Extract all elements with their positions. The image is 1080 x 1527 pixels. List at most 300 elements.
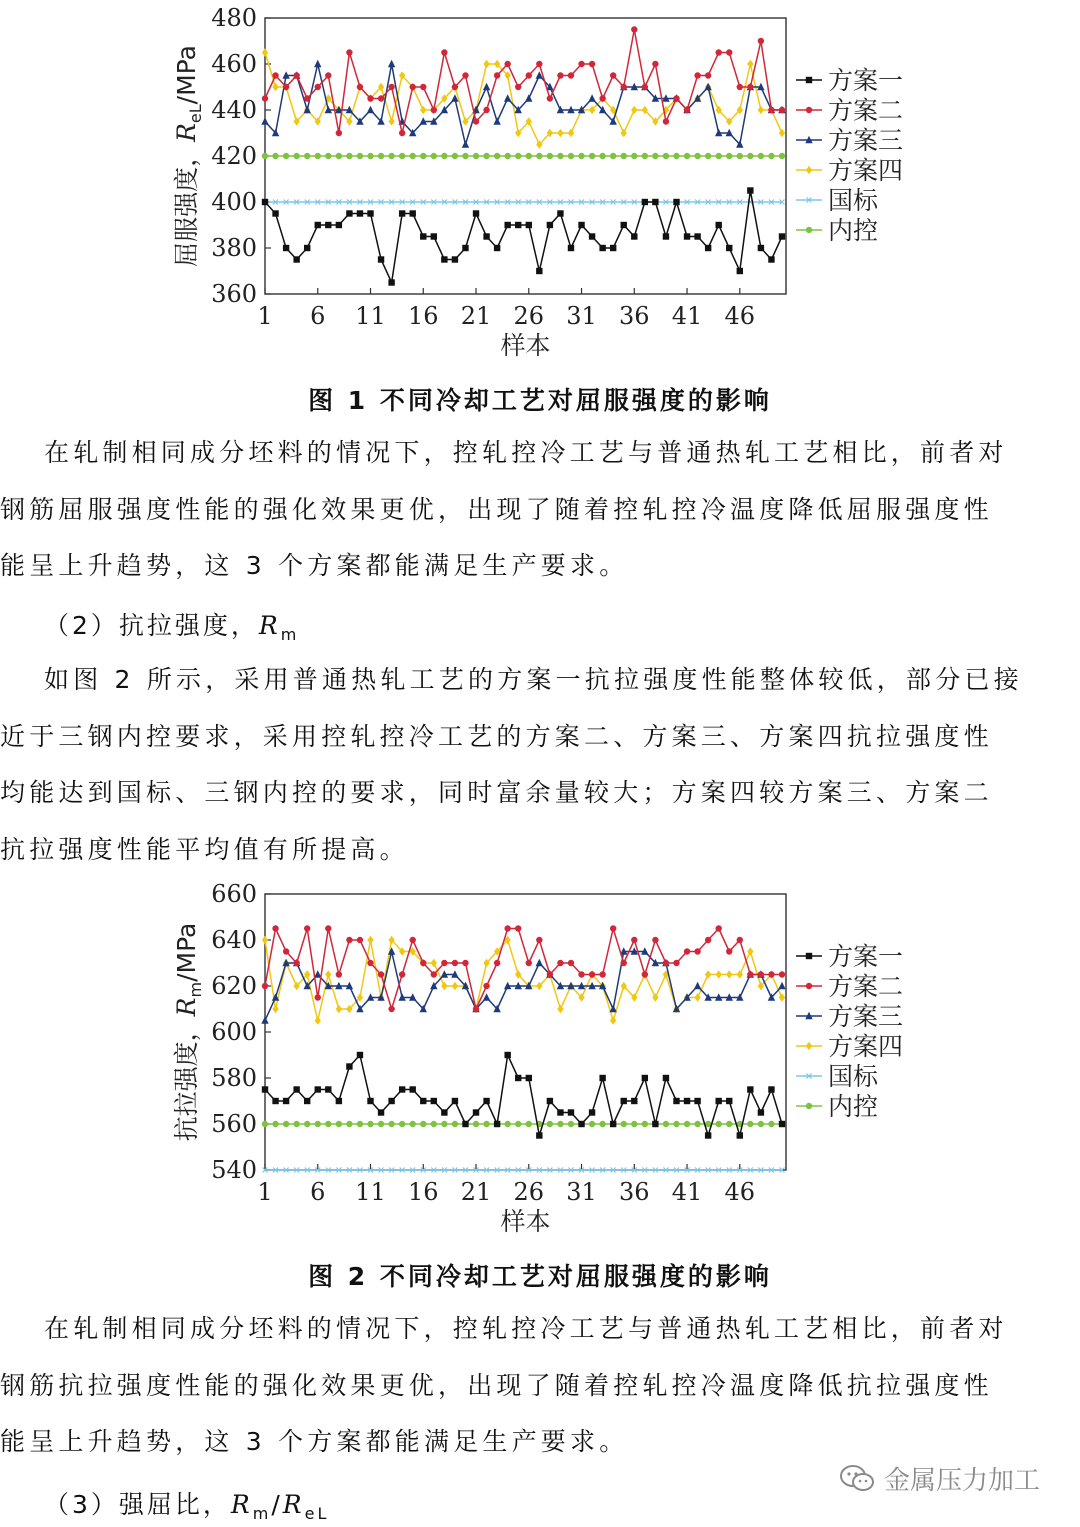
- data-point: [747, 1086, 753, 1092]
- data-point: [315, 153, 321, 159]
- data-point: [652, 993, 658, 1001]
- data-point: [293, 1086, 299, 1092]
- data-point: [378, 95, 384, 101]
- data-point: [610, 245, 616, 251]
- data-point: [431, 971, 437, 977]
- data-point: [557, 72, 563, 78]
- data-point: [557, 210, 563, 216]
- series-方案二: [262, 26, 785, 136]
- data-point: [610, 1016, 616, 1024]
- data-point: [283, 153, 289, 159]
- data-point: [504, 61, 510, 67]
- data-point: [589, 1121, 595, 1127]
- tensile-strength-chart: [0, 876, 1080, 1246]
- data-point: [473, 118, 479, 124]
- data-point: [779, 153, 785, 159]
- data-point: [758, 1121, 764, 1127]
- data-point: [694, 1121, 700, 1127]
- data-point: [599, 1121, 605, 1127]
- data-point: [483, 60, 489, 68]
- paragraph-2-line: 抗拉强度性能平均值有所提高。: [0, 834, 409, 864]
- data-point: [684, 1121, 690, 1127]
- watermark-text: 金属压力加工: [884, 1466, 1041, 1496]
- data-point: [705, 1132, 711, 1138]
- data-point: [283, 948, 289, 954]
- y-tick-label: 380: [211, 234, 257, 262]
- data-point: [336, 153, 342, 159]
- legend-label: 方案一: [828, 942, 904, 971]
- data-point: [652, 1121, 658, 1127]
- data-point: [747, 187, 753, 193]
- data-point: [336, 1121, 342, 1127]
- data-point: [737, 937, 743, 943]
- data-point: [758, 971, 764, 977]
- data-point: [283, 1098, 289, 1104]
- watermark: [838, 1460, 1040, 1497]
- data-point: [715, 970, 721, 978]
- data-point: [261, 1016, 268, 1023]
- data-point: [378, 1121, 384, 1127]
- data-point: [346, 937, 352, 943]
- data-point: [388, 1121, 394, 1127]
- data-point: [378, 153, 384, 159]
- data-point: [652, 153, 658, 159]
- data-point: [283, 1121, 289, 1127]
- data-point: [357, 1121, 363, 1127]
- data-point: [304, 1121, 310, 1127]
- data-point: [483, 1121, 489, 1127]
- data-point: [631, 233, 637, 239]
- data-point: [684, 1098, 690, 1104]
- y-tick-label: 620: [211, 972, 257, 1000]
- data-point: [494, 153, 500, 159]
- paragraph-1-line: 钢筋屈服强度性能的强化效果更优，出现了随着控轧控冷温度降低屈服强度性: [0, 494, 993, 524]
- data-point: [768, 107, 774, 113]
- data-point: [325, 970, 331, 978]
- data-point: [779, 233, 785, 239]
- data-point: [663, 118, 669, 124]
- data-point: [526, 222, 532, 228]
- legend-label: 方案三: [828, 126, 904, 155]
- data-point: [768, 1121, 774, 1127]
- paragraph-3-line: 能呈上升趋势，这 3 个方案都能满足生产要求。: [0, 1427, 629, 1456]
- data-point: [578, 1121, 584, 1127]
- data-point: [431, 153, 437, 159]
- legend-label: 方案二: [828, 96, 904, 125]
- legend-item: [796, 1092, 878, 1121]
- paragraph-1-line: 能呈上升趋势，这 3 个方案都能满足生产要求。: [0, 551, 629, 580]
- data-point: [599, 95, 605, 101]
- y-tick-label: 400: [211, 188, 257, 216]
- data-point: [779, 129, 785, 137]
- legend-item: [796, 156, 903, 185]
- data-point: [652, 61, 658, 67]
- data-point: [526, 153, 532, 159]
- series-国标: [263, 200, 785, 205]
- legend-marker: [806, 77, 812, 83]
- data-point: [272, 925, 278, 931]
- data-point: [621, 222, 627, 228]
- data-point: [462, 960, 468, 966]
- y-tick-label: 560: [211, 1110, 257, 1138]
- x-axis-label: 样本: [500, 331, 551, 360]
- y-tick-label: 480: [211, 4, 257, 32]
- data-point: [589, 61, 595, 67]
- data-point: [642, 153, 648, 159]
- data-point: [673, 95, 679, 101]
- y-axis-label: 抗拉强度，$R_m$/MPa: [172, 922, 205, 1142]
- data-point: [610, 1121, 616, 1127]
- x-tick-label: 6: [310, 302, 326, 330]
- data-point: [346, 210, 352, 216]
- data-point: [452, 960, 458, 966]
- data-point: [420, 233, 426, 239]
- x-axis-label: 样本: [500, 1207, 551, 1236]
- data-point: [694, 233, 700, 239]
- series-内控: [262, 153, 785, 159]
- data-point: [599, 153, 605, 159]
- data-point: [483, 993, 490, 1000]
- data-point: [346, 1121, 352, 1127]
- data-point: [737, 153, 743, 159]
- data-point: [388, 117, 394, 125]
- series-国标: [263, 1168, 785, 1173]
- data-point: [357, 210, 363, 216]
- x-tick-label: 21: [460, 302, 492, 330]
- data-point: [715, 222, 721, 228]
- figure1-chart: [0, 0, 1080, 370]
- data-point: [578, 61, 584, 67]
- data-point: [357, 1052, 363, 1058]
- x-tick-label: 11: [355, 1178, 386, 1206]
- x-tick-label: 1: [257, 302, 273, 330]
- data-point: [325, 1121, 331, 1127]
- data-point: [431, 1121, 437, 1127]
- data-point: [568, 153, 574, 159]
- data-point: [758, 38, 764, 44]
- data-point: [367, 106, 374, 113]
- data-point: [431, 107, 437, 113]
- data-point: [483, 83, 490, 90]
- y-tick-label: 580: [211, 1064, 257, 1092]
- data-point: [621, 960, 627, 966]
- data-point: [694, 72, 700, 78]
- data-point: [536, 959, 543, 966]
- data-point: [631, 937, 637, 943]
- data-point: [441, 256, 447, 262]
- data-point: [504, 153, 510, 159]
- data-point: [715, 925, 721, 931]
- data-point: [589, 1109, 595, 1115]
- y-tick-label: 640: [211, 926, 257, 954]
- data-point: [367, 95, 373, 101]
- legend-label: 方案一: [828, 66, 904, 95]
- data-point: [515, 1121, 521, 1127]
- legend-marker: [806, 166, 812, 174]
- x-tick-label: 46: [724, 302, 756, 330]
- data-point: [441, 1121, 447, 1127]
- data-point: [304, 95, 310, 101]
- data-point: [272, 210, 278, 216]
- data-point: [367, 1098, 373, 1104]
- x-tick-label: 41: [671, 302, 703, 330]
- data-point: [431, 1098, 437, 1104]
- data-point: [452, 84, 458, 90]
- data-point: [747, 947, 753, 955]
- data-point: [631, 106, 637, 114]
- data-point: [779, 993, 785, 1001]
- data-point: [705, 153, 711, 159]
- data-point: [642, 1121, 648, 1127]
- data-point: [452, 1121, 458, 1127]
- data-point: [261, 117, 268, 124]
- legend-marker: [806, 983, 812, 989]
- data-point: [631, 1098, 637, 1104]
- data-point: [483, 1098, 489, 1104]
- series-方案四: [262, 936, 785, 1025]
- data-point: [578, 971, 584, 977]
- legend-label: 方案二: [828, 972, 904, 1001]
- figure1-caption: 图 1 不同冷却工艺对屈服强度的影响: [308, 386, 772, 415]
- data-point: [694, 1098, 700, 1104]
- data-point: [452, 1098, 458, 1104]
- data-point: [610, 72, 616, 78]
- data-point: [694, 948, 700, 954]
- data-point: [262, 1086, 268, 1092]
- paragraph-2-line: 近于三钢内控要求，采用控轧控冷工艺的方案二、方案三、方案四抗拉强度性: [0, 721, 993, 751]
- data-point: [473, 210, 479, 216]
- data-point: [431, 233, 437, 239]
- data-point: [568, 960, 574, 966]
- x-tick-label: 21: [460, 1178, 492, 1206]
- data-point: [747, 60, 753, 68]
- wechat-icon: [838, 1463, 876, 1495]
- data-point: [346, 153, 352, 159]
- data-point: [494, 960, 500, 966]
- legend-item: [796, 1032, 903, 1061]
- data-point: [452, 982, 458, 990]
- data-point: [420, 1121, 426, 1127]
- data-point: [705, 970, 711, 978]
- data-point: [694, 982, 701, 989]
- legend-item: [796, 216, 878, 245]
- data-point: [747, 84, 753, 90]
- data-point: [663, 1075, 669, 1081]
- legend-label: 方案三: [828, 1002, 904, 1031]
- data-point: [515, 84, 521, 90]
- data-point: [293, 1121, 299, 1127]
- data-point: [726, 49, 732, 55]
- data-point: [483, 107, 489, 113]
- data-point: [325, 222, 331, 228]
- data-point: [663, 960, 669, 966]
- data-point: [705, 72, 711, 78]
- series-方案三: [261, 947, 785, 1023]
- data-point: [526, 1075, 532, 1081]
- series-line: [265, 191, 782, 283]
- data-point: [779, 1121, 785, 1127]
- legend-item: [796, 1062, 879, 1091]
- legend-marker: [806, 1103, 812, 1109]
- data-point: [536, 1132, 542, 1138]
- data-point: [737, 268, 743, 274]
- data-point: [715, 1121, 721, 1127]
- data-point: [758, 245, 764, 251]
- x-tick-label: 16: [407, 1178, 439, 1206]
- data-point: [536, 937, 542, 943]
- data-point: [452, 153, 458, 159]
- x-tick-label: 36: [619, 302, 650, 330]
- data-point: [315, 994, 321, 1000]
- x-tick-label: 41: [671, 1178, 703, 1206]
- data-point: [758, 1109, 764, 1115]
- data-point: [336, 971, 342, 977]
- data-point: [778, 982, 785, 989]
- yield-strength-chart: [0, 0, 1080, 370]
- data-point: [441, 1109, 447, 1115]
- x-tick-label: 36: [619, 1178, 650, 1206]
- data-point: [684, 948, 690, 954]
- data-point: [325, 925, 331, 931]
- data-point: [599, 245, 605, 251]
- data-point: [547, 95, 553, 101]
- paragraph-2: [0, 652, 1080, 878]
- data-point: [779, 971, 785, 977]
- paragraph-1-line: 在轧制相同成分坯料的情况下，控轧控冷工艺与普通热轧工艺相比，前者对: [44, 438, 1008, 467]
- data-point: [315, 84, 321, 90]
- data-point: [504, 94, 511, 101]
- data-point: [272, 153, 278, 159]
- y-tick-label: 440: [211, 96, 257, 124]
- data-point: [314, 60, 321, 67]
- x-tick-label: 31: [566, 1178, 597, 1206]
- data-point: [568, 1109, 574, 1115]
- data-point: [315, 1121, 321, 1127]
- data-point: [673, 153, 679, 159]
- data-point: [367, 936, 373, 944]
- data-point: [272, 1005, 278, 1013]
- data-point: [642, 971, 648, 977]
- data-point: [568, 72, 574, 78]
- data-point: [547, 222, 553, 228]
- data-point: [388, 279, 394, 285]
- data-point: [589, 233, 595, 239]
- data-point: [609, 1005, 616, 1012]
- data-point: [399, 153, 405, 159]
- data-point: [346, 49, 352, 55]
- legend-marker: [806, 107, 812, 113]
- legend-label: 方案四: [828, 1032, 904, 1061]
- data-point: [547, 1098, 553, 1104]
- data-point: [557, 153, 563, 159]
- paragraph-3-line: 钢筋抗拉强度性能的强化效果更优，出现了随着控轧控冷温度降低抗拉强度性: [0, 1370, 993, 1400]
- data-point: [568, 129, 574, 137]
- data-point: [589, 153, 595, 159]
- data-point: [262, 983, 268, 989]
- data-point: [726, 153, 732, 159]
- data-point: [272, 1098, 278, 1104]
- data-point: [388, 1098, 394, 1104]
- data-point: [304, 925, 310, 931]
- data-point: [621, 153, 627, 159]
- data-point: [462, 72, 468, 78]
- x-tick-label: 16: [407, 302, 439, 330]
- data-point: [410, 210, 416, 216]
- paragraph-2-line: 均能达到国标、三钢内控的要求，同时富余量较大；方案四较方案三、方案二: [0, 778, 993, 807]
- data-point: [378, 256, 384, 262]
- data-point: [747, 153, 753, 159]
- data-point: [473, 1006, 479, 1012]
- legend-marker: [806, 953, 812, 959]
- data-point: [420, 106, 426, 114]
- x-tick-label: 6: [310, 1178, 326, 1206]
- data-point: [431, 959, 437, 967]
- data-point: [758, 153, 764, 159]
- y-tick-label: 360: [211, 280, 257, 308]
- data-point: [452, 256, 458, 262]
- data-point: [621, 1121, 627, 1127]
- legend-item: [796, 96, 903, 125]
- data-point: [336, 1098, 342, 1104]
- data-point: [325, 153, 331, 159]
- data-point: [768, 971, 774, 977]
- data-point: [473, 153, 479, 159]
- data-point: [557, 960, 563, 966]
- series-line: [265, 53, 782, 145]
- data-point: [684, 107, 690, 113]
- data-point: [315, 222, 321, 228]
- data-point: [621, 129, 627, 137]
- x-tick-label: 46: [724, 1178, 756, 1206]
- data-point: [272, 83, 278, 91]
- data-point: [642, 84, 648, 90]
- legend-item: [796, 126, 903, 155]
- data-point: [737, 970, 743, 978]
- data-point: [715, 1098, 721, 1104]
- data-point: [304, 1098, 310, 1104]
- data-point: [621, 1098, 627, 1104]
- data-point: [441, 153, 447, 159]
- data-point: [420, 1098, 426, 1104]
- series-内控: [262, 1121, 785, 1127]
- y-tick-label: 660: [211, 880, 257, 908]
- data-point: [673, 1121, 679, 1127]
- figure2-caption: 图 2 不同冷却工艺对屈服强度的影响: [308, 1262, 772, 1291]
- data-point: [715, 49, 721, 55]
- paragraph-3-line: 在轧制相同成分坯料的情况下，控轧控冷工艺与普通热轧工艺相比，前者对: [44, 1314, 1008, 1343]
- data-point: [547, 1121, 553, 1127]
- data-point: [483, 983, 489, 989]
- data-point: [684, 233, 690, 239]
- x-tick-label: 26: [513, 1178, 545, 1206]
- data-point: [526, 960, 532, 966]
- data-point: [399, 130, 405, 136]
- data-point: [357, 153, 363, 159]
- data-point: [262, 153, 268, 159]
- data-point: [462, 245, 468, 251]
- data-point: [631, 1121, 637, 1127]
- data-point: [663, 153, 669, 159]
- data-point: [663, 233, 669, 239]
- data-point: [473, 1121, 479, 1127]
- legend-label: 国标: [828, 186, 879, 215]
- data-point: [526, 1121, 532, 1127]
- data-point: [578, 222, 584, 228]
- data-point: [462, 1121, 468, 1127]
- data-point: [410, 1121, 416, 1127]
- data-point: [768, 1086, 774, 1092]
- legend-marker: [806, 227, 812, 233]
